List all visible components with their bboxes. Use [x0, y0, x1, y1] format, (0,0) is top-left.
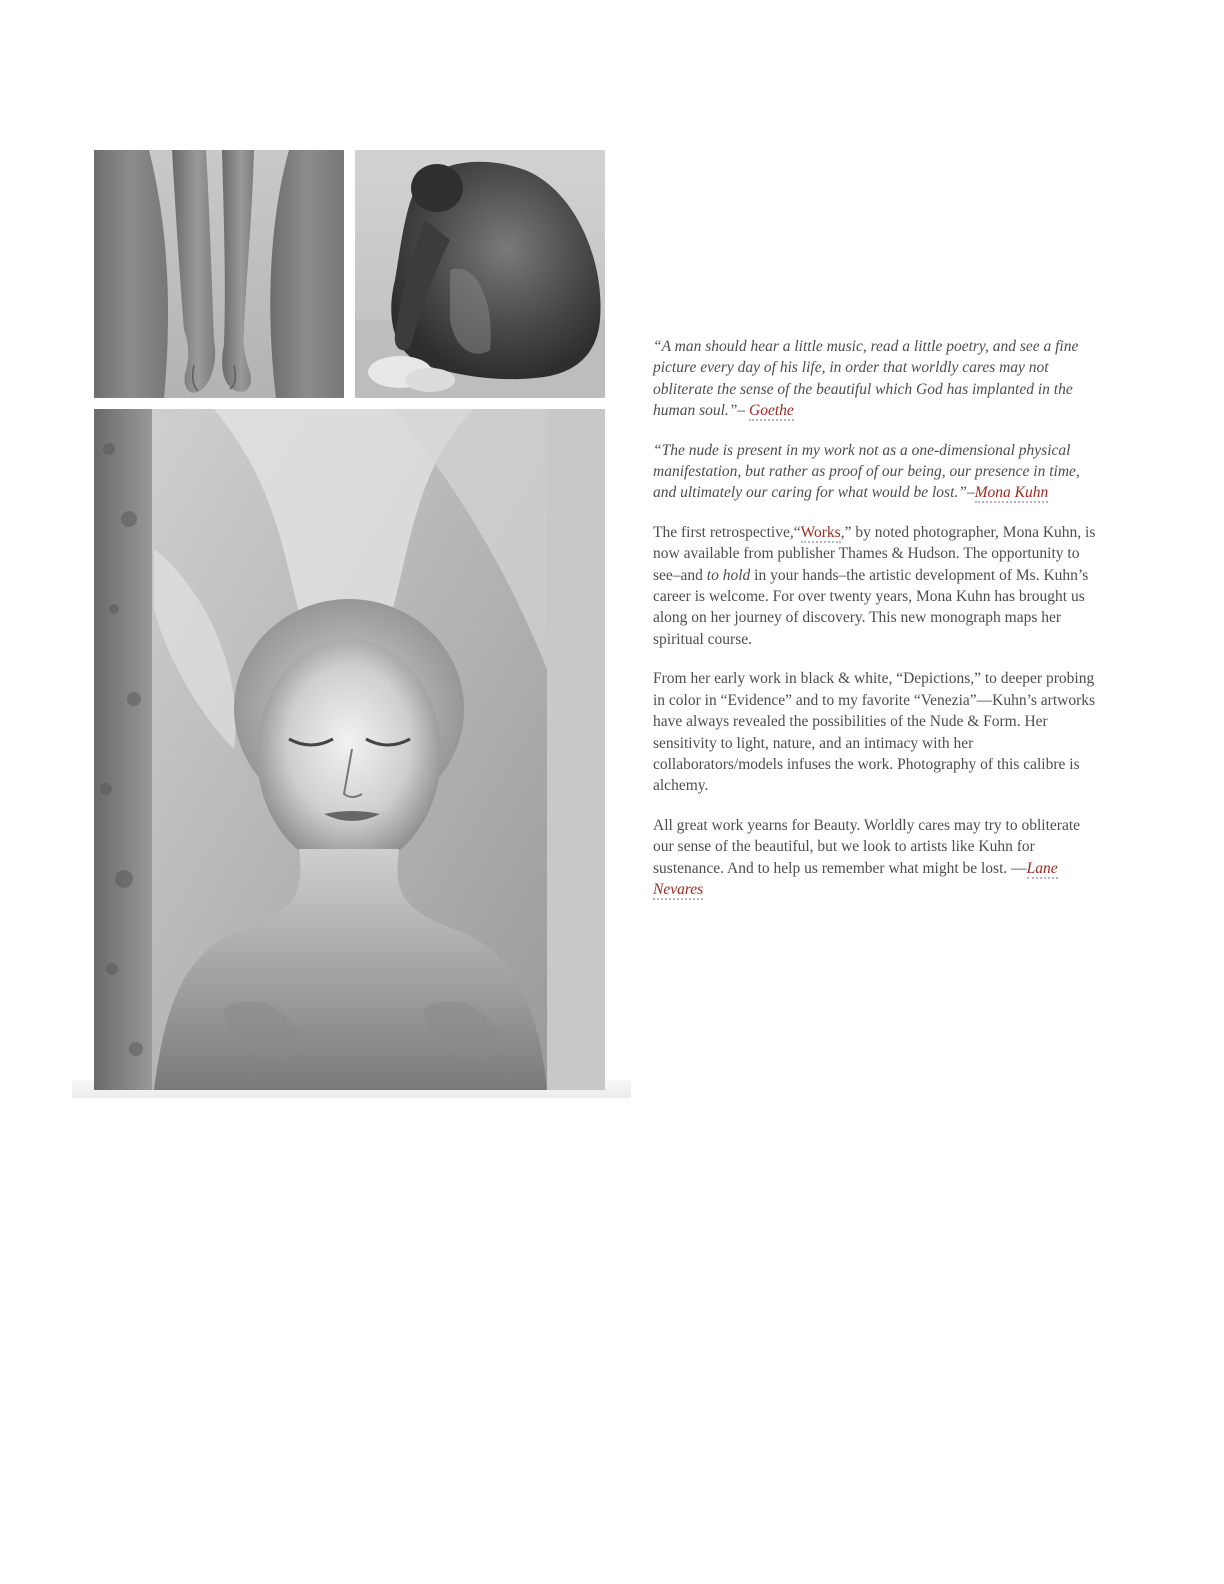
hands-photo[interactable] [94, 150, 344, 398]
crouching-figure-photo[interactable] [355, 150, 605, 398]
paragraph-retrospective-emphasis: to hold [706, 566, 751, 584]
paragraph-retrospective-before: The first retrospective,“ [653, 523, 801, 541]
portrait-photo-graphic [94, 409, 605, 1090]
portrait-photo[interactable] [94, 409, 605, 1090]
paragraph-beauty [653, 815, 1101, 901]
hands-photo-graphic [94, 150, 344, 398]
crouching-figure-graphic [355, 150, 605, 398]
paragraph-retrospective-middle: ,” by noted photographer, Mona Kuhn, is now available from publisher Thames & Hudson. The opportunity to see–and [653, 523, 1096, 584]
quote-mona-kuhn-text: “The nude is present in my work not as a one-dimensional physical manifestation, but rather as proof of our being, our presence in time, and ultimately our caring for what would be lost.”– [653, 441, 1080, 502]
quote-goethe [653, 336, 1101, 422]
lane-nevares-link[interactable]: Lane Nevares [653, 859, 1058, 898]
works-link[interactable]: Works [800, 523, 841, 541]
photo-collage [72, 150, 631, 1098]
paragraph-early-work: From her early work in black & white, “Depictions,” to deeper probing in color in “Evidence” and to my favorite “Venezia”—Kuhn’s artworks have always revealed the possibilities of the Nude & Form. Her sensitivity to light, nature, and an intimacy with her collaborators/models infuses the work. Photography of this calibre is alchemy. [653, 670, 1096, 795]
goethe-link[interactable]: Goethe [749, 402, 794, 420]
quote-mona-kuhn [653, 440, 1101, 504]
mona-kuhn-link[interactable]: Mona Kuhn [974, 484, 1049, 502]
paragraph-retrospective-after: in your hands–the artistic development of Ms. Kuhn’s career is welcome. For over twenty years, Mona Kuhn has brought us along on her journey of discovery. This new monograph maps her spiritual course. [653, 566, 1089, 648]
paragraph-retrospective [653, 522, 1101, 650]
paragraph-beauty-text: All great work yearns for Beauty. Worldly cares may try to obliterate our sense of the beautiful, but we look to artists like Kuhn for sustenance. And to help us remember what might be lost. — [653, 816, 1081, 877]
quote-goethe-text: “A man should hear a little music, read a little poetry, and see a fine picture every day of his life, in order that worldly cares may not obliterate the sense of the beautiful which God has implanted in the human soul.”– [653, 338, 1079, 420]
article-text [653, 336, 1101, 918]
